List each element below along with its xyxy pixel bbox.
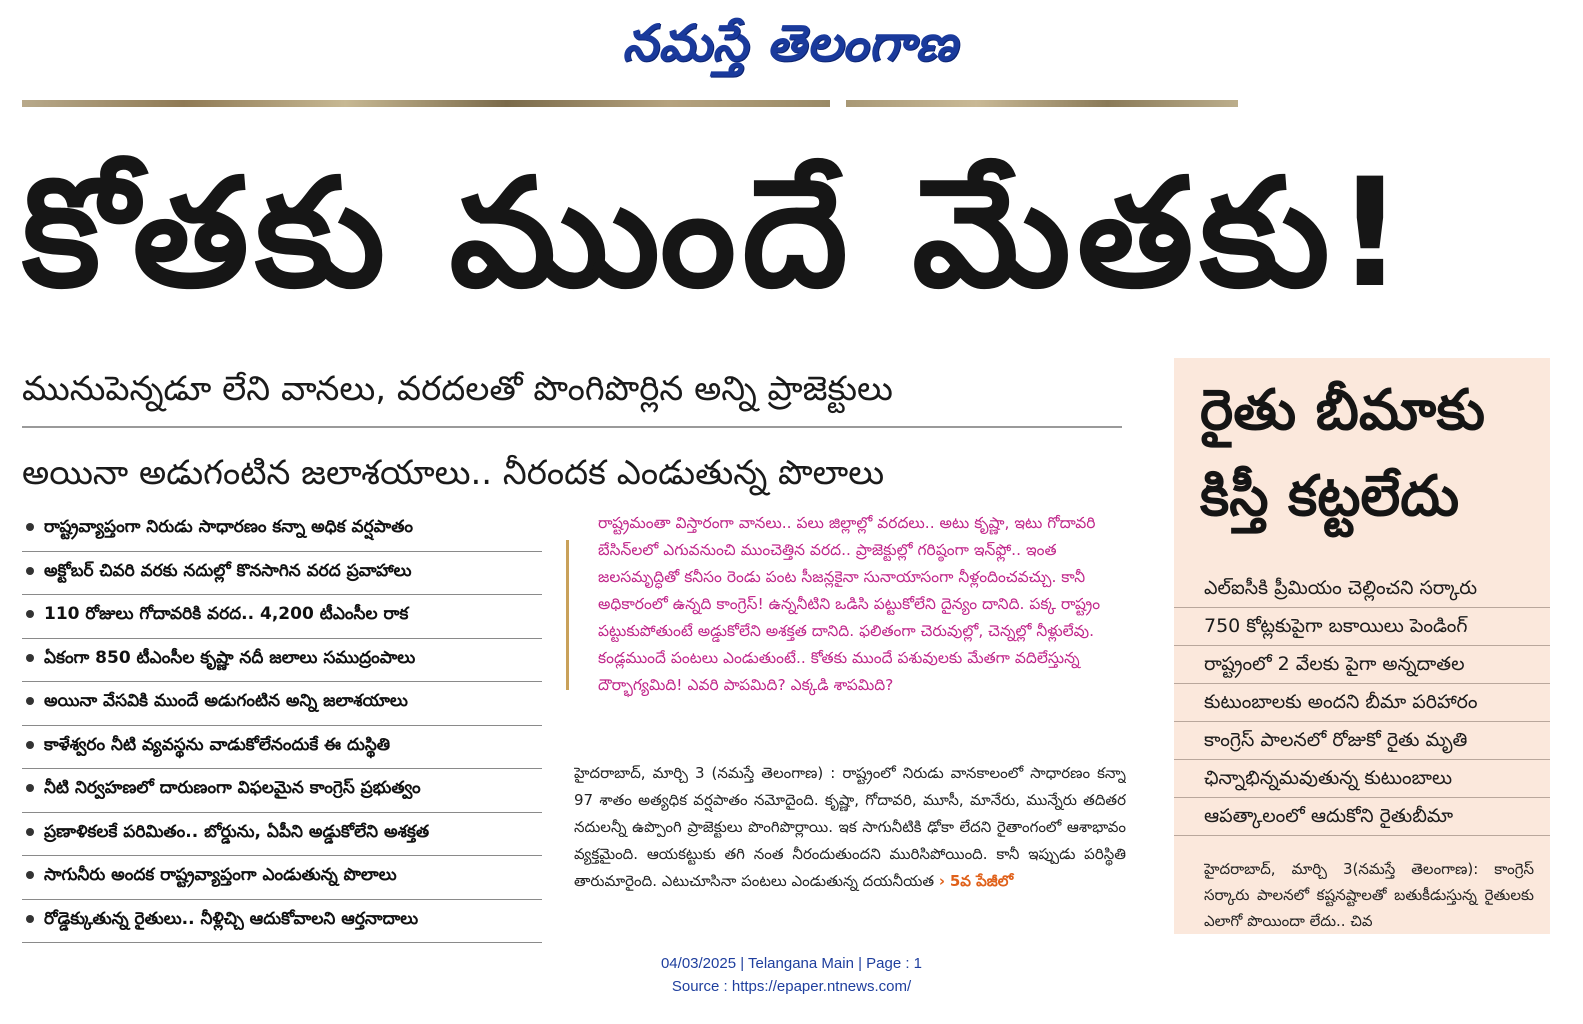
continued-link[interactable]: 5వ పేజీలో bbox=[949, 872, 1014, 890]
bullet-item: ఏకంగా 850 టీఎంసీల కృష్ణా నదీ జలాలు సముద్రంపాలు bbox=[22, 639, 542, 683]
photo-strip-right bbox=[846, 100, 1238, 107]
sidebar-line: 750 కోట్లకుపైగా బకాయిలు పెండింగ్ bbox=[1174, 608, 1550, 646]
article-body-text: హైదరాబాద్, మార్చి 3 (నమస్తే తెలంగాణ) : రాష్ట్రంలో నిరుడు వానకాలంలో సాధారణం కన్నా 97 శాతం అత్యధిక వర్షపాతం నమోదైంది. కృష్ణా, గోదావరి, మూసీ, మానేరు, మున్నేరు తదితర నదులన్నీ ఉప్పొంగి ప్రాజెక్టులు పొంగిపొర్లాయి. ఇక సాగునీటికి ఢోకా లేదని రైతాంగంలో ఆశాభావం వ్యక్తమైంది. ఆయకట్టుకు తగి నంత నీరందుతుందని మురిసిపోయింది. కానీ ఇప్పుడు పరిస్థితి తారుమారైంది. ఎటుచూసినా పంటలు ఎండుతున్న దయనీయత bbox=[574, 764, 1126, 890]
main-headline: కోతకు ముందే మేతకు! bbox=[22, 147, 1411, 321]
bullet-item: సాగునీరు అందక రాష్ట్రవ్యాప్తంగా ఎండుతున్న పొలాలు bbox=[22, 856, 542, 900]
sidebar-line: ఎల్ఐసీకి ప్రీమియం చెల్లించని సర్కారు bbox=[1174, 570, 1550, 608]
sidebar-line: రాష్ట్రంలో 2 వేలకు పైగా అన్నదాతల bbox=[1174, 646, 1550, 684]
subhead-2: అయినా అడుగంటిన జలాశయాలు.. నీరందక ఎండుతున్న పొలాలు bbox=[22, 453, 885, 493]
intro-paragraph: రాష్ట్రమంతా విస్తారంగా వానలు.. పలు జిల్లాల్లో వరదలు.. అటు కృష్ణా, ఇటు గోదావరి బేసిన్‌లలో ఎగువనుంచి ముంచెత్తిన వరద.. ప్రాజెక్టుల్లో గరిష్ఠంగా ఇన్‌ఫ్లో.. ఇంత జలసమృద్ధితో కనీసం రెండు పంట సీజన్లకైనా సునాయాసంగా నీళ్లందించవచ్చు. కానీ అధికారంలో ఉన్నది కాంగ్రెస్! ఉన్ననీటిని ఒడిసి పట్టుకోలేని దైన్యం దానిది. పక్క రాష్ట్రం పట్టుకుపోతుంటే అడ్డుకోలేని అశక్తత దానిది. ఫలితంగా చెరువుల్లో, చెన్నల్లో నీళ్లులేవు. కండ్లముందే పంటలు ఎండుతుంటే.. కోతకు ముందే పశువులకు మేతగా వదిలేస్తున్న దౌర్భాగ్యమిది! ఎవరి పాపమిది? ఎక్కడి శాపమిది? bbox=[598, 514, 1101, 694]
sidebar-line: ఆపత్కాలంలో ఆదుకోని రైతుబీమా bbox=[1174, 798, 1550, 836]
sidebar-highlights bbox=[1174, 570, 1550, 836]
bullet-item: అయినా వేసవికి ముందే అడుగంటిన అన్ని జలాశయాలు bbox=[22, 682, 542, 726]
bullet-dot-icon bbox=[26, 567, 34, 575]
bullet-dot-icon bbox=[26, 871, 34, 879]
bullet-dot-icon bbox=[26, 828, 34, 836]
bullet-item: రాష్ట్రవ్యాప్తంగా నిరుడు సాధారణం కన్నా అధిక వర్షపాతం bbox=[22, 508, 542, 552]
continued-arrow-icon: › bbox=[938, 872, 946, 890]
bullet-item: ప్రణాళికలకే పరిమితం.. బోర్డును, ఏపీని అడ్డుకోలేని అశక్తత bbox=[22, 813, 542, 857]
quote-accent-bar bbox=[566, 540, 569, 690]
sidebar-line: కాంగ్రెస్ పాలనలో రోజుకో రైతు మృతి bbox=[1174, 722, 1550, 760]
bullet-dot-icon bbox=[26, 741, 34, 749]
article-body bbox=[574, 760, 1126, 930]
bullet-dot-icon bbox=[26, 915, 34, 923]
bullet-dot-icon bbox=[26, 523, 34, 531]
page-footer bbox=[0, 952, 1583, 998]
bullet-item: కాళేశ్వరం నీటి వ్యవస్థను వాడుకోలేనందుకే ఈ దుస్థితి bbox=[22, 726, 542, 770]
bullet-item: నీటి నిర్వహణలో దారుణంగా విఫలమైన కాంగ్రెస్ ప్రభుత్వం bbox=[22, 769, 542, 813]
bullet-dot-icon bbox=[26, 784, 34, 792]
bullet-dot-icon bbox=[26, 697, 34, 705]
bullet-dot-icon bbox=[26, 654, 34, 662]
sidebar-body: హైదరాబాద్, మార్చి 3(నమస్తే తెలంగాణ): కాంగ్రెస్ సర్కారు పాలనలో కష్టనష్టాలతో బతుకీడుస్తున్న రైతులకు ఎలాగో పొయిందా లేదు.. చివ bbox=[1204, 860, 1534, 930]
bullet-item: 110 రోజులు గోదావరికి వరద.. 4,200 టీఎంసీల రాక bbox=[22, 595, 542, 639]
sidebar-headline: రైతు బీమాకు కిస్తీ కట్టలేదు bbox=[1200, 378, 1486, 529]
sidebar-story bbox=[1174, 358, 1550, 934]
subhead-1: మునుపెన్నడూ లేని వానలు, వరదలతో పొంగిపొర్లిన అన్ని ప్రాజెక్టులు bbox=[22, 369, 893, 409]
footer-source[interactable]: Source : https://epaper.ntnews.com/ bbox=[671, 978, 912, 995]
sidebar-line: ఛిన్నాభిన్నమవుతున్న కుటుంబాలు bbox=[1174, 760, 1550, 798]
bullet-item: రోడ్డెక్కుతున్న రైతులు.. నీళ్లిచ్చి ఆదుకోవాలని ఆర్తనాదాలు bbox=[22, 900, 542, 944]
sidebar-line: కుటుంబాలకు అందని బీమా పరిహారం bbox=[1174, 684, 1550, 722]
bullet-item: అక్టోబర్ చివరి వరకు నదుల్లో కొనసాగిన వరద ప్రవాహాలు bbox=[22, 552, 542, 596]
highlights-list bbox=[22, 508, 542, 943]
photo-strip-left bbox=[22, 100, 830, 107]
subhead-divider bbox=[22, 426, 1122, 428]
masthead-logo: నమస్తే తెలంగాణ bbox=[622, 14, 958, 72]
bullet-dot-icon bbox=[26, 610, 34, 618]
footer-edition-info: 04/03/2025 | Telangana Main | Page : 1 bbox=[660, 955, 923, 972]
